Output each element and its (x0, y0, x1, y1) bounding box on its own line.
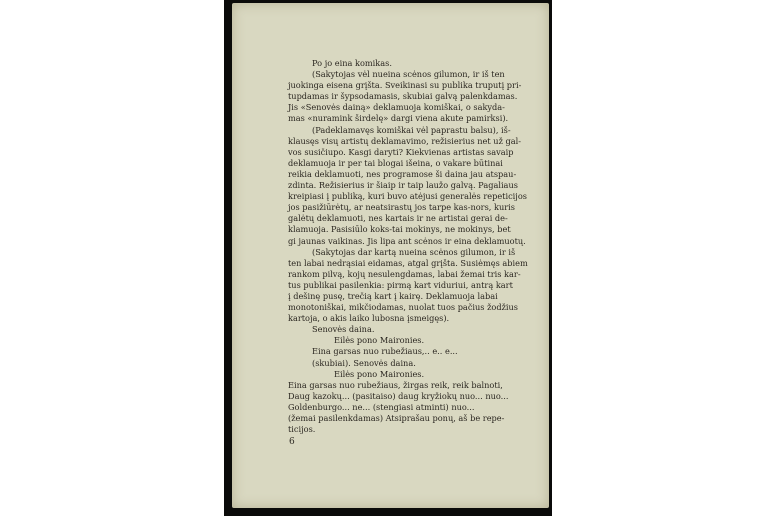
text-line: jos pasižiūrėtų, ar neatsirastų jos tarpe kas-nors, kuris (288, 202, 515, 213)
page-text (288, 58, 544, 435)
text-line: vos susičiupo. Kasgi daryti? Kiekvienas artistas savaip (288, 146, 514, 157)
text-line: (Padeklamavęs komiškai vėl paprastu balsu), iš- (312, 124, 511, 135)
text-line: reikia deklamuoti, nes programose ši daina jau atspau- (288, 168, 517, 179)
text-line: (žemai pasilenkdamas) Atsiprašau ponų, aš be repe- (288, 413, 505, 423)
text-line: zdinta. Režisierius ir šiaip ir taip laužo galvą. Pagaliaus (288, 180, 518, 191)
text-line: Senovės daina. (312, 324, 375, 335)
text-line: ten labai nedrąsiai eidamas, atgal grįšta. Susiėmęs abiem (288, 257, 528, 268)
text-line: tus publikai pasilenkia: pirmą kart viduriui, antrą kart (288, 279, 513, 290)
text-line: Eina garsas nuo rubežiaus,.. e.. e... (312, 346, 458, 357)
text-line: klausęs visų artistų deklamavimo, režisierius net už gal- (288, 135, 521, 146)
text-line: Po jo eina komikas. (312, 58, 392, 68)
text-line: rankom pilvą, kojų nesulengdamas, labai žemai tris kar- (288, 268, 521, 279)
text-line: galėtų deklamuoti, nes kartais ir ne artistai gerai de- (288, 213, 508, 224)
text-line: gi jaunas vaikinas. Jis lipa ant scėnos ir eina deklamuotų. (288, 235, 526, 246)
text-line: (skubiai). Senovės daina. (312, 357, 416, 368)
text-line: deklamuoja ir per tai blogai išeina, o vakare būtinai (288, 157, 503, 168)
text-line: Eilės pono Maironies. (334, 335, 425, 346)
text-line: kreipiasi į publiką, kuri buvo atėjusi generalės repeticijos (288, 191, 527, 202)
text-line: mas «nuramink širdelę» dargi viena akute pamirksi). (288, 113, 509, 124)
text-line: (Sakytojas vėl nueina scėnos gilumon, ir iš ten (312, 69, 505, 80)
text-line: klamuoja. Pasisiūlo koks-tai mokinys, ne mokinys, bet (288, 224, 511, 235)
text-line: Eina garsas nuo rubežiaus, žirgas reik, reik balnoti, (288, 379, 503, 390)
text-line: tupdamas ir šypsodamasis, skubiai galvą palenkdamas. (288, 91, 518, 102)
text-line: Goldenburgo... ne... (stengiasi atminti) nuo... (288, 401, 475, 412)
text-line: (Sakytojas dar kartą nueina scėnos gilumon, ir iš (312, 246, 516, 257)
text-line: juokinga eisena grįšta. Sveikinasi su publika truputį pri- (288, 80, 522, 91)
text-line: monotoniškai, mikčiodamas, nuolat tuos pačius žodžius (288, 302, 518, 313)
page-number: 6 (289, 437, 295, 447)
text-line: ticijos. (288, 424, 316, 435)
book-page (232, 3, 549, 508)
text-line: Eilės pono Maironies. (334, 368, 425, 379)
text-line: kartoja, o akis laiko lubosna įsmeigęs). (288, 313, 450, 324)
text-line: į dešinę pusę, trečią kart į kairę. Deklamuoja labai (288, 290, 498, 301)
text-line: Jis «Senovės dainą» deklamuoja komiškai, o sakyda- (288, 102, 505, 113)
text-line: Daug kazokų... (pasitaiso) daug kryžiokų nuo... nuo... (288, 390, 509, 401)
